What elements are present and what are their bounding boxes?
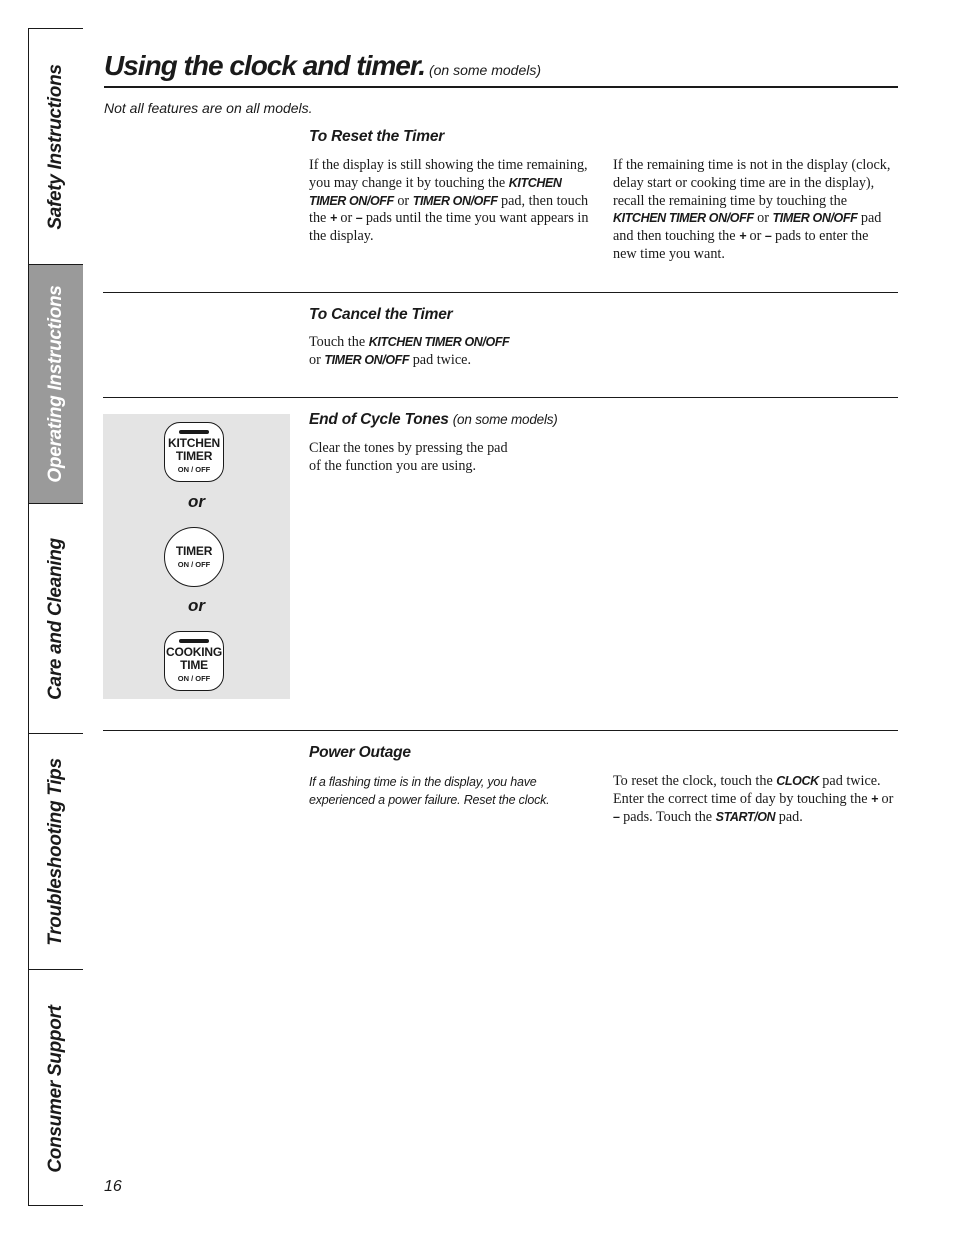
page-number: 16 [104, 1178, 122, 1195]
kitchen-timer-pad [164, 422, 224, 482]
tab-label: Operating Instructions [45, 285, 66, 483]
section-tabs [28, 28, 83, 1206]
or-label: or [188, 492, 205, 511]
tab-label: Safety Instructions [45, 63, 66, 230]
features-note: Not all features are on all models. [104, 100, 313, 116]
pad-label: KITCHEN [168, 435, 220, 450]
cooking-time-pad [164, 631, 224, 691]
power-outage-heading: Power Outage [309, 744, 411, 761]
tab-troubleshooting-tips[interactable] [29, 734, 83, 970]
pad-label: TIME [180, 657, 208, 672]
section-divider [103, 730, 898, 731]
tab-label: Consumer Support [45, 1004, 66, 1173]
power-outage-left-text: If a flashing time is in the display, you have experienced a power failure. Reset the clock. [309, 775, 550, 807]
tab-label: Troubleshooting Tips [45, 757, 66, 946]
reset-timer-left-text: If the display is still showing the time remaining, you may change it by touching the KITCHEN TIMER ON/OFF or TIMER ON/OFF pad, then touch the + or – pads until the time you want appears in the display. [309, 157, 589, 245]
timer-pad [164, 527, 224, 587]
section-divider [103, 292, 898, 293]
or-label: or [188, 596, 205, 615]
pad-sublabel: ON / OFF [177, 559, 211, 569]
pad-indicator-bar [179, 639, 209, 643]
end-cycle-heading-text: End of Cycle Tones [309, 411, 449, 428]
tab-safety-instructions[interactable] [29, 29, 83, 265]
page-title-text: Using the clock and timer. [104, 50, 425, 81]
pad-label: COOKING [166, 644, 222, 659]
pad-sublabel: ON / OFF [177, 464, 211, 474]
cancel-timer-heading: To Cancel the Timer [309, 306, 453, 323]
section-divider [103, 397, 898, 398]
page-title-note: (on some models) [428, 62, 542, 78]
end-cycle-text: Clear the tones by pressing the pad of the function you are using. [309, 440, 508, 474]
end-cycle-heading-note: (on some models) [452, 412, 558, 427]
pad-label: TIMER [175, 543, 213, 558]
reset-timer-heading: To Reset the Timer [309, 128, 445, 145]
tab-care-and-cleaning[interactable] [29, 504, 83, 734]
pad-illustration [103, 414, 290, 699]
page-title [104, 50, 898, 88]
tab-label: Care and Cleaning [45, 537, 66, 700]
tab-operating-instructions[interactable] [29, 265, 83, 504]
power-outage-right-text: To reset the clock, touch the CLOCK pad twice. Enter the correct time of day by touching the + or – pads. Touch the START/ON pad. [613, 773, 894, 825]
reset-timer-right-text: If the remaining time is not in the display (clock, delay start or cooking time are in the display), recall the remaining time by touching the KITCHEN TIMER ON/OFF or TIMER ON/OFF pad and then touching the + or – pads to enter the new time you want. [613, 157, 891, 262]
pad-sublabel: ON / OFF [177, 673, 211, 683]
tab-consumer-support[interactable] [29, 970, 83, 1207]
pad-indicator-bar [179, 430, 209, 434]
cancel-timer-text: Touch the KITCHEN TIMER ON/OFF or TIMER ON/OFF pad twice. [309, 334, 510, 368]
end-cycle-heading [309, 411, 558, 429]
pad-label: TIMER [175, 448, 213, 463]
